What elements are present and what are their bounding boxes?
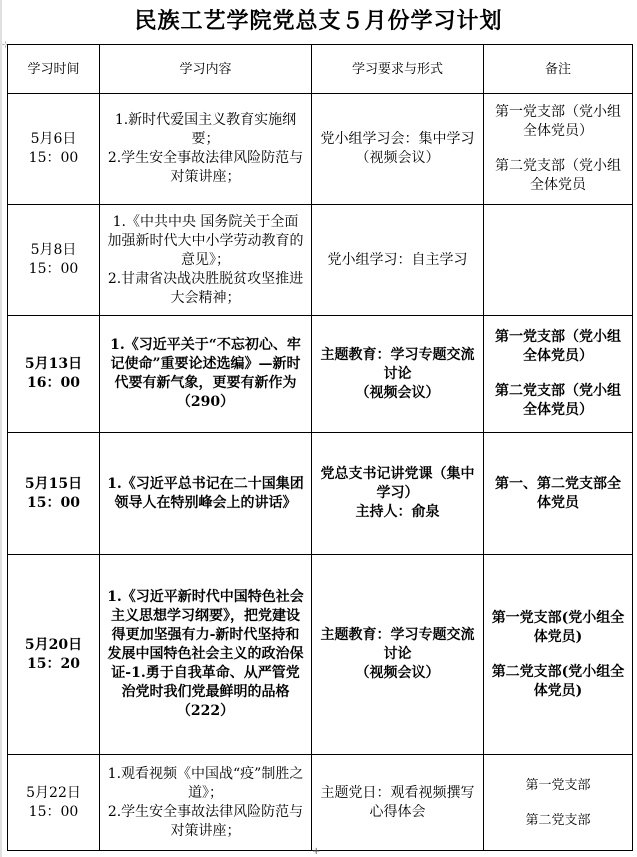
note-text: 第二党支部（党小组全体党员）	[495, 383, 621, 418]
row-notes	[484, 316, 633, 433]
content-item: 1.《习近平关于“不忘初心、牢记使命”重要论述选编》—新时代要有新气象，更要有新作为（290）	[110, 337, 301, 410]
row-time	[8, 94, 100, 205]
row-form	[312, 94, 484, 205]
page-title: 民族工艺学院党总支５月份学习计划	[134, 8, 503, 34]
row-content	[100, 555, 312, 755]
row-clock: 15：00	[28, 261, 79, 277]
content-item: 1.《习近平新时代中国特色社会主义思想学习纲要》，把党建设得更加坚强有力-新时代坚持和发展中国特色社会主义的政治保证-1.勇于自我革命、从严管党治党时我们党最鲜明的品格（222）	[107, 589, 304, 719]
row-notes	[484, 555, 633, 755]
table-row	[8, 555, 633, 755]
row-clock: 15：20	[27, 655, 80, 672]
page-edge	[0, 0, 2, 857]
form-text: （视频会议）	[355, 150, 440, 166]
form-text: 主题党日：观看视频撰写心得体会	[320, 784, 475, 820]
row-form	[312, 316, 484, 433]
note-text: 第一党支部(党小组全体党员)	[491, 609, 625, 645]
note-text: 第二党支部(党小组全体党员)	[491, 663, 625, 699]
note-text: 第一党支部	[525, 777, 591, 793]
note-text: 第二党支部	[525, 812, 591, 828]
form-text: 党小组学习会：集中学习	[320, 131, 475, 147]
form-text: 主题教育：学习专题交流讨论	[320, 346, 475, 382]
content-item: 1.《中共中央 国务院关于全面加强新时代大中小学劳动教育的意见》；	[107, 213, 304, 268]
header-time: 学习时间	[8, 45, 100, 94]
note-text: 第二党支部（党小组全体党员	[495, 158, 621, 193]
form-text: 主持人：俞泉	[355, 504, 440, 520]
table-row	[8, 433, 633, 555]
form-text: 主题教育：学习专题交流讨论	[320, 627, 475, 662]
header-form: 学习要求与形式	[312, 45, 484, 94]
row-clock: 15：00	[28, 803, 79, 820]
row-date: 5月13日	[24, 356, 83, 372]
row-form	[312, 555, 484, 755]
header-content: 学习内容	[100, 45, 312, 94]
content-item: 1.新时代爱国主义教育实施纲要；	[114, 112, 297, 147]
form-text: 党总支书记讲党课（集中学习）	[320, 466, 475, 501]
row-notes	[484, 94, 633, 205]
form-text: （视频会议）	[355, 665, 440, 681]
row-content	[100, 433, 312, 555]
row-date: 5月6日	[30, 131, 77, 147]
row-time	[8, 433, 100, 555]
row-content	[100, 205, 312, 316]
table-row	[8, 316, 633, 433]
header-row	[8, 45, 633, 94]
note-text: 第一党支部（党小组全体党员）	[495, 104, 621, 139]
row-date: 5月8日	[30, 242, 77, 258]
header-notes: 备注	[484, 45, 633, 94]
row-date: 5月15日	[24, 475, 83, 492]
row-date: 5月20日	[24, 636, 83, 653]
row-time	[8, 316, 100, 433]
row-notes	[484, 433, 633, 555]
content-item: 2.学生安全事故法律风险防范与对策讲座；	[107, 803, 304, 839]
content-item: 1.观看视频《中国战“疫”制胜之道》；	[107, 765, 304, 801]
table-row	[8, 205, 633, 316]
row-form	[312, 205, 484, 316]
note-text: 第一、第二党支部全体党员	[495, 475, 621, 511]
footer-plus-mark: +	[312, 846, 321, 857]
table-anchor-mark: ⊹	[2, 40, 9, 49]
study-plan-table	[7, 44, 633, 851]
row-notes	[484, 755, 633, 851]
table-row	[8, 94, 633, 205]
row-content	[100, 316, 312, 433]
form-text: 党小组学习：自主学习	[327, 251, 468, 268]
note-text: 第一党支部（党小组全体党员）	[495, 329, 621, 364]
row-clock: 15：00	[28, 150, 79, 166]
row-content	[100, 755, 312, 851]
form-text: （视频会议）	[355, 384, 440, 401]
row-notes	[484, 205, 633, 316]
content-item: 2.甘肃省决战决胜脱贫攻坚推进大会精神；	[107, 270, 304, 306]
content-item: 1.《习近平总书记在二十国集团领导人在特别峰会上的讲话》	[107, 475, 304, 511]
row-time	[8, 555, 100, 755]
row-content	[100, 94, 312, 205]
content-item: 2.学生安全事故法律风险防范与对策讲座；	[107, 150, 304, 185]
row-time	[8, 205, 100, 316]
row-form	[312, 755, 484, 851]
row-date: 5月22日	[26, 784, 81, 801]
row-form	[312, 433, 484, 555]
row-time	[8, 755, 100, 851]
row-clock: 16：00	[27, 375, 80, 391]
table-row	[8, 755, 633, 851]
row-clock: 15：00	[27, 494, 80, 511]
